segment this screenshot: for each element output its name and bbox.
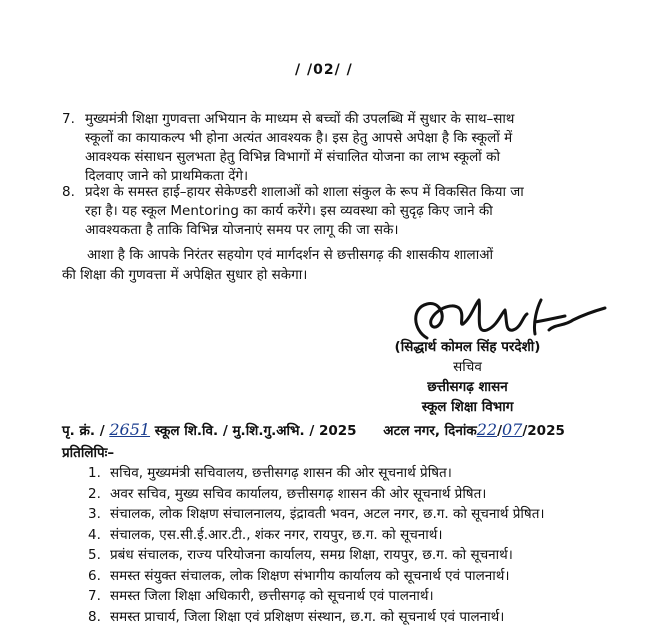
signatory-designation: सचिव	[453, 359, 482, 375]
copy-label: प्रतिलिपिः–	[62, 445, 115, 461]
list-item: 3. संचालक, लोक शिक्षण संचालनालय, इंद्रावती भवन, अटल नगर, छ.ग. को सूचनार्थ प्रेषित।	[88, 506, 545, 522]
point-number: 7.	[62, 111, 75, 127]
reference-place: अटल नगर, दिनांक	[383, 423, 477, 439]
list-item: 5. प्रबंध संचालक, राज्य परियोजना कार्यालय, समग्र शिक्षा, रायपुर, छ.ग. को सूचनार्थ।	[88, 547, 513, 563]
point-line: स्कूलों का कायाकल्प भी होना अत्यंत आवश्यक है। इस हेतु आपसे अपेक्षा है कि स्कूलों में	[85, 130, 513, 146]
point-line: रहा है। यह स्कूल Mentoring का कार्य करेंगे। इस व्यवस्था को सुदृढ़ किए जाने की	[85, 203, 493, 219]
reference-prefix: पृ. क्रं. /	[62, 423, 105, 439]
list-item: 8. समस्त प्राचार्य, जिला शिक्षा एवं प्रशिक्षण संस्थान, छ.ग. को सूचनार्थ एवं पालनार्थ।	[88, 608, 505, 625]
reference-year: /2025	[522, 423, 565, 439]
reference-line: पृ. क्रं. / 2651 स्कूल शि.वि. / मु.शि.गु.अभि. / 2025 अटल नगर, दिनांक22/07/2025	[62, 420, 565, 439]
point-number: 8.	[62, 184, 75, 200]
list-item: 4. संचालक, एस.सी.ई.आर.टी., शंकर नगर, रायपुर, छ.ग. को सूचनार्थ।	[88, 526, 443, 543]
point-text	[85, 183, 605, 240]
point-text	[85, 110, 605, 186]
list-item: 6. समस्त संयुक्त संचालक, लोक शिक्षण संभागीय कार्यालय को सूचनार्थ एवं पालनार्थ।	[88, 567, 510, 584]
point-line: आवश्यकता है ताकि विभिन्न योजनाएं समय पर लागू की जा सके।	[85, 222, 399, 238]
copy-list	[88, 463, 608, 627]
reference-number: 2651	[109, 420, 151, 439]
point-line: मुख्यमंत्री शिक्षा गुणवत्ता अभियान के माध्यम से बच्चों की उपलब्धि में सुधार के साथ–साथ	[85, 111, 515, 127]
point-line: दिलवाए जाने को प्राथमिकता देंगे।	[85, 168, 249, 184]
point-line: प्रदेश के समस्त हाई–हायर सेकेण्डरी शालाओं को शाला संकुल के रूप में विकसित किया जा	[85, 184, 524, 200]
closing-line: आशा है कि आपके निरंतर सहयोग एवं मार्गदर्शन से छत्तीसगढ़ की शासकीय शालाओं	[87, 247, 493, 263]
list-item: 1. सचिव, मुख्यमंत्री सचिवालय, छत्तीसगढ़ शासन की ओर सूचनार्थ प्रेषित।	[88, 465, 452, 481]
page-number: / /02/ /	[295, 62, 353, 78]
signatory-org: छत्तीसगढ़ शासन	[427, 379, 508, 395]
signatory-dept: स्कूल शिक्षा विभाग	[421, 399, 514, 415]
signatory-name: (सिद्धार्थ कोमल सिंह परदेशी)	[394, 339, 541, 355]
signatory-block	[360, 337, 575, 417]
point-line: आवश्यक संसाधन सुलभता हेतु विभिन्न विभागों में संचालित योजना का लाभ स्कूलों को	[85, 149, 500, 165]
reference-date-month: 07	[502, 420, 523, 439]
closing-line: की शिक्षा की गुणवत्ता में अपेक्षित सुधार हो सकेगा।	[62, 267, 308, 283]
reference-body: स्कूल शि.वि. / मु.शि.गु.अभि. / 2025	[154, 423, 357, 439]
list-item: 7. समस्त जिला शिक्षा अधिकारी, छत्तीसगढ़ को सूचनार्थ एवं पालनार्थ।	[88, 588, 434, 604]
list-item: 2. अवर सचिव, मुख्य सचिव कार्यालय, छत्तीसगढ़ शासन की ओर सूचनार्थ प्रेषित।	[88, 485, 487, 502]
reference-date-day: 22	[476, 420, 498, 439]
closing-paragraph	[62, 245, 607, 285]
